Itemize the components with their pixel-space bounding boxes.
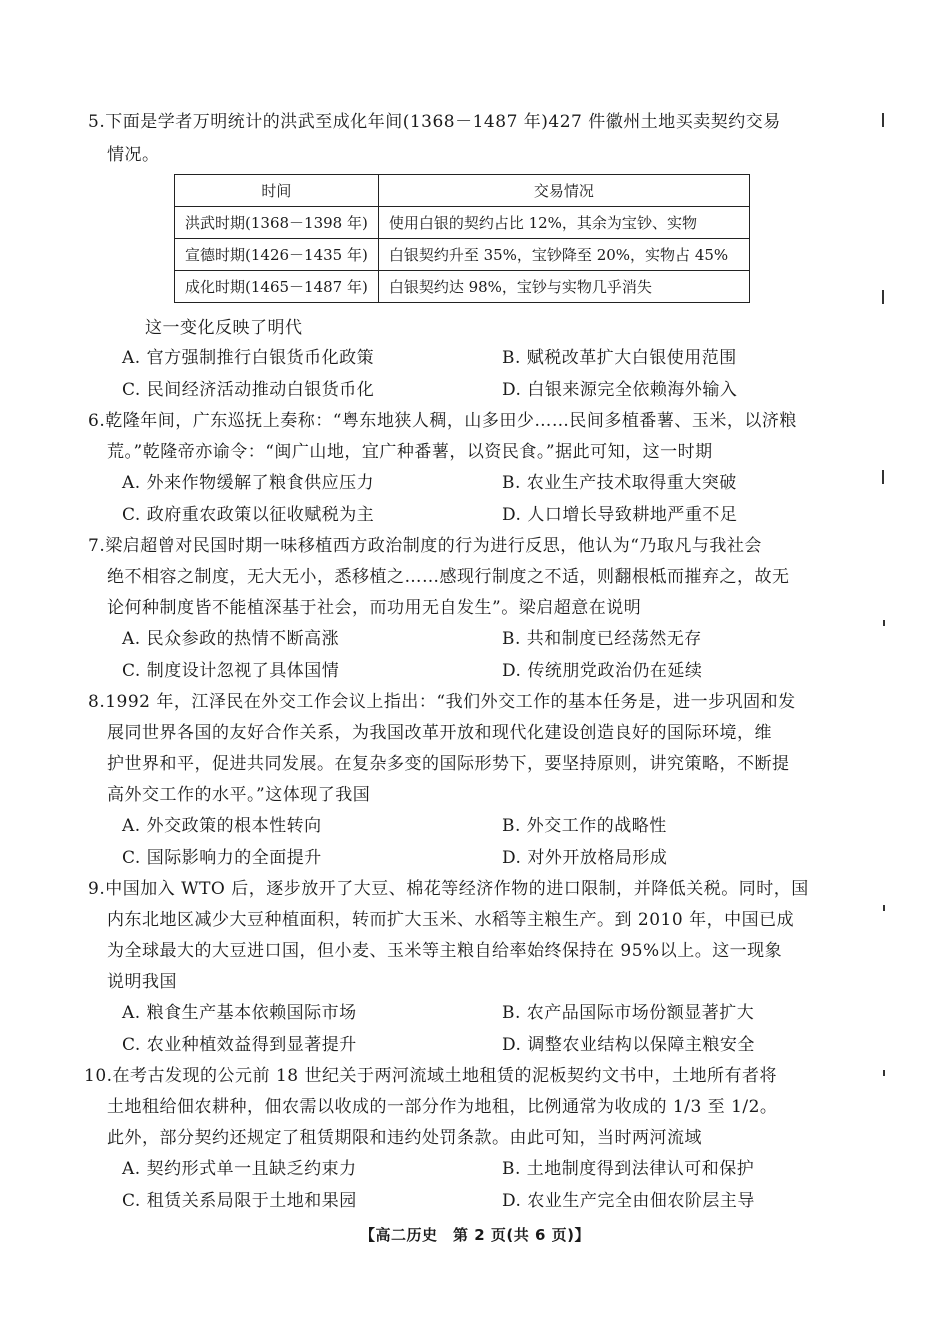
q7-stem-line3: 论何种制度皆不能植深基于社会，而功用无自发生”。梁启超意在说明 xyxy=(107,598,642,618)
q8-option-d[interactable]: D. 对外开放格局形成 xyxy=(502,848,668,868)
q5-option-b[interactable]: B. 赋税改革扩大白银使用范围 xyxy=(502,348,737,368)
q5-stem-line1: 5.下面是学者万明统计的洪武至成化年间(1368－1487 年)427 件徽州土地买卖契约交易 xyxy=(88,112,781,132)
q9-stem-line1: 9.中国加入 WTO 后，逐步放开了大豆、棉花等经济作物的进口限制，并降低关税。同时，国 xyxy=(88,879,809,899)
table-header-time: 时间 xyxy=(175,175,379,207)
q7-option-d[interactable]: D. 传统朋党政治仍在延续 xyxy=(502,661,703,681)
q7-stem-line1: 7.梁启超曾对民国时期一味移植西方政治制度的行为进行反思，他认为“乃取凡与我社会 xyxy=(88,536,762,556)
q6-option-c[interactable]: C. 政府重农政策以征收赋税为主 xyxy=(122,505,375,525)
q5-option-c[interactable]: C. 民间经济活动推动白银货币化 xyxy=(122,380,375,400)
q9-option-c[interactable]: C. 农业种植效益得到显著提升 xyxy=(122,1035,357,1055)
q6-stem-line2: 荒。”乾隆帝亦谕令：“闽广山地，宜广种番薯，以资民食。”据此可知，这一时期 xyxy=(107,442,713,462)
scan-mark xyxy=(883,1070,885,1076)
q8-stem-line4: 高外交工作的水平。”这体现了我国 xyxy=(107,785,371,805)
q8-stem-line3: 护世界和平，促进共同发展。在复杂多变的国际形势下，要坚持原则，讲究策略，不断提 xyxy=(107,754,790,774)
q9-option-d[interactable]: D. 调整农业结构以保障主粮安全 xyxy=(502,1035,755,1055)
q10-stem-line2: 土地租给佃农耕种，佃农需以收成的一部分作为地租，比例通常为收成的 1/3 至 1/2。 xyxy=(107,1097,778,1117)
q9-stem-line3: 为全球最大的大豆进口国，但小麦、玉米等主粮自给率始终保持在 95%以上。这一现象 xyxy=(107,941,783,961)
q6-option-d[interactable]: D. 人口增长导致耕地严重不足 xyxy=(502,505,738,525)
q6-option-b[interactable]: B. 农业生产技术取得重大突破 xyxy=(502,473,737,493)
q7-option-b[interactable]: B. 共和制度已经荡然无存 xyxy=(502,629,702,649)
table-cell-period: 宣德时期(1426－1435 年) xyxy=(175,239,379,271)
q8-option-b[interactable]: B. 外交工作的战略性 xyxy=(502,816,667,836)
table-cell-trade: 白银契约达 98%，宝钞与实物几乎消失 xyxy=(378,271,749,303)
q7-option-a[interactable]: A. 民众参政的热情不断高涨 xyxy=(122,629,340,649)
q10-option-c[interactable]: C. 租赁关系局限于土地和果园 xyxy=(122,1191,357,1211)
q7-option-c[interactable]: C. 制度设计忽视了具体国情 xyxy=(122,661,340,681)
q5-option-a[interactable]: A. 官方强制推行白银货币化政策 xyxy=(122,348,375,368)
table-cell-trade: 使用白银的契约占比 12%，其余为宝钞、实物 xyxy=(378,207,749,239)
q10-stem-line1: 10.在考古发现的公元前 18 世纪关于两河流域土地租赁的泥板契约文书中，土地所有者将 xyxy=(84,1066,777,1086)
scan-mark xyxy=(882,470,884,484)
q8-stem-line1: 8.1992 年，江泽民在外交工作会议上指出：“我们外交工作的基本任务是，进一步巩固和发 xyxy=(88,692,796,712)
scan-mark xyxy=(883,620,885,626)
scan-mark xyxy=(882,290,884,304)
table-row xyxy=(175,239,750,271)
q8-option-a[interactable]: A. 外交政策的根本性转向 xyxy=(122,816,322,836)
page-footer: 【高二历史 第 2 页(共 6 页)】 xyxy=(360,1226,590,1244)
q5-stem-end: 这一变化反映了明代 xyxy=(145,318,303,338)
scan-mark xyxy=(882,113,884,127)
table-cell-period: 洪武时期(1368－1398 年) xyxy=(175,207,379,239)
table-row xyxy=(175,271,750,303)
table-header-trade: 交易情况 xyxy=(378,175,749,207)
q5-table xyxy=(174,174,750,303)
q5-stem-line2: 情况。 xyxy=(107,145,160,165)
q10-stem-line3: 此外，部分契约还规定了租赁期限和违约处罚条款。由此可知，当时两河流域 xyxy=(107,1128,702,1148)
table-cell-period: 成化时期(1465－1487 年) xyxy=(175,271,379,303)
table-header-row xyxy=(175,175,750,207)
q9-option-b[interactable]: B. 农产品国际市场份额显著扩大 xyxy=(502,1003,755,1023)
q6-option-a[interactable]: A. 外来作物缓解了粮食供应压力 xyxy=(122,473,375,493)
q9-stem-line4: 说明我国 xyxy=(107,972,177,992)
scan-mark xyxy=(883,905,885,911)
q8-option-c[interactable]: C. 国际影响力的全面提升 xyxy=(122,848,322,868)
table-row xyxy=(175,207,750,239)
q8-stem-line2: 展同世界各国的友好合作关系，为我国改革开放和现代化建设创造良好的国际环境，维 xyxy=(107,723,772,743)
q6-stem-line1: 6.乾隆年间，广东巡抚上奏称：“粤东地狭人稠，山多田少……民间多植番薯、玉米，以济粮 xyxy=(88,411,797,431)
q7-stem-line2: 绝不相容之制度，无大无小，悉移植之……感现行制度之不适，则翻根柢而摧弃之，故无 xyxy=(107,567,790,587)
q10-option-a[interactable]: A. 契约形式单一且缺乏约束力 xyxy=(122,1159,357,1179)
q5-option-d[interactable]: D. 白银来源完全依赖海外输入 xyxy=(502,380,738,400)
q9-stem-line2: 内东北地区减少大豆种植面积，转而扩大玉米、水稻等主粮生产。到 2010 年，中国已成 xyxy=(107,910,795,930)
q9-option-a[interactable]: A. 粮食生产基本依赖国际市场 xyxy=(122,1003,357,1023)
table-cell-trade: 白银契约升至 35%，宝钞降至 20%，实物占 45% xyxy=(378,239,749,271)
q10-option-b[interactable]: B. 土地制度得到法律认可和保护 xyxy=(502,1159,755,1179)
q10-option-d[interactable]: D. 农业生产完全由佃农阶层主导 xyxy=(502,1191,755,1211)
